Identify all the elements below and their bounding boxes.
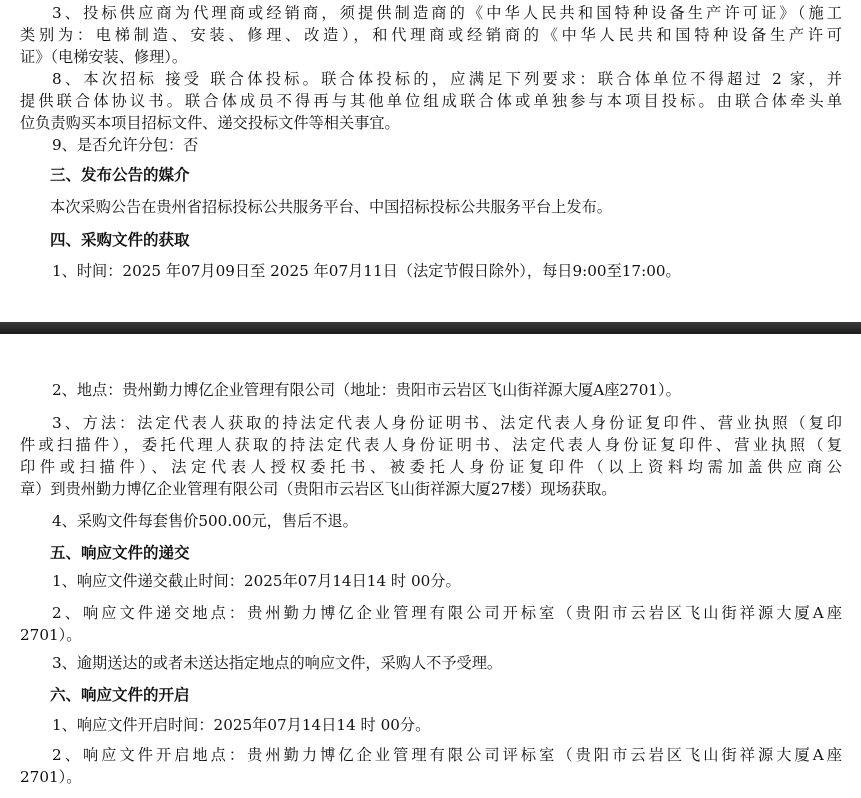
item-3-line-1: 3、投标供应商为代理商或经销商，须提供制造商的《中华人民共和国特种设备生产许可证》（施工 <box>52 4 842 22</box>
document-page-top <box>0 0 861 322</box>
section-3-body: 本次采购公告在贵州省招标投标公共服务平台、中国招标投标公共服务平台上发布。 <box>50 198 612 216</box>
section-4-heading: 四、采购文件的获取 <box>50 230 190 249</box>
section-3-heading: 三、发布公告的媒介 <box>50 165 190 184</box>
section-5-item-2-line-1: 2、响应文件递交地点：贵州勤力博亿企业管理有限公司开标室（贵阳市云岩区飞山街祥源大厦A座 <box>52 604 842 622</box>
section-5-item-3: 3、逾期送达的或者未送达指定地点的响应文件，采购人不予受理。 <box>52 654 503 672</box>
section-4-place: 2、地点：贵州勤力博亿企业管理有限公司（地址：贵阳市云岩区飞山街祥源大厦A座2701）。 <box>52 381 681 399</box>
item-8-line-2: 提供联合体协议书。联合体成员不得再与其他单位组成联合体或单独参与本项目投标。由联合体牵头单 <box>20 92 842 110</box>
section-6-item-2-line-1: 2、响应文件开启地点：贵州勤力博亿企业管理有限公司评标室（贵阳市云岩区飞山街祥源大厦A座 <box>52 746 842 764</box>
section-4-method-line-4: 章）到贵州勤力博亿企业管理有限公司（贵阳市云岩区飞山街祥源大厦27楼）现场获取。 <box>20 480 617 498</box>
section-4-method-line-1: 3、方法：法定代表人获取的持法定代表人身份证明书、法定代表人身份证复印件、营业执照（复印 <box>52 414 842 432</box>
section-4-method-line-2: 件或扫描件），委托代理人获取的持法定代表人身份证明书、法定代表人身份证复印件、营业执照（复 <box>20 436 842 454</box>
section-4-time: 1、时间：2025 年07月09日至 2025 年07月11日（法定节假日除外），每日9:00至17:00。 <box>52 262 681 280</box>
document-page-bottom <box>0 334 861 798</box>
section-5-heading: 五、响应文件的递交 <box>50 543 190 562</box>
item-3-line-2: 类别为：电梯制造、安装、修理、改造），和代理商或经销商的《中华人民共和国特种设备生产许可 <box>20 26 842 44</box>
section-6-item-2-line-2: 2701）。 <box>20 768 82 786</box>
page-break-divider <box>0 322 861 334</box>
section-6-item-1: 1、响应文件开启时间：2025年07月14日14 时 00分。 <box>52 716 431 734</box>
item-8-line-1: 8、本次招标 接受 联合体投标。联合体投标的，应满足下列要求：联合体单位不得超过 2 家，并 <box>52 70 842 88</box>
item-3-line-3: 证》（电梯安装、修理）。 <box>20 48 188 66</box>
section-5-item-1: 1、响应文件递交截止时间：2025年07月14日14 时 00分。 <box>52 572 461 590</box>
item-9: 9、是否允许分包：否 <box>52 136 199 154</box>
item-8-line-3: 位负责购买本项目招标文件、递交投标文件等相关事宜。 <box>20 114 400 132</box>
section-6-heading: 六、响应文件的开启 <box>50 685 190 704</box>
section-4-method-line-3: 印件或扫描件）、法定代表人授权委托书、被委托人身份证复印件（以上资料均需加盖供应商公 <box>20 458 842 476</box>
section-5-item-2-line-2: 2701）。 <box>20 626 82 644</box>
section-4-price: 4、采购文件每套售价500.00元，售后不退。 <box>52 512 358 530</box>
